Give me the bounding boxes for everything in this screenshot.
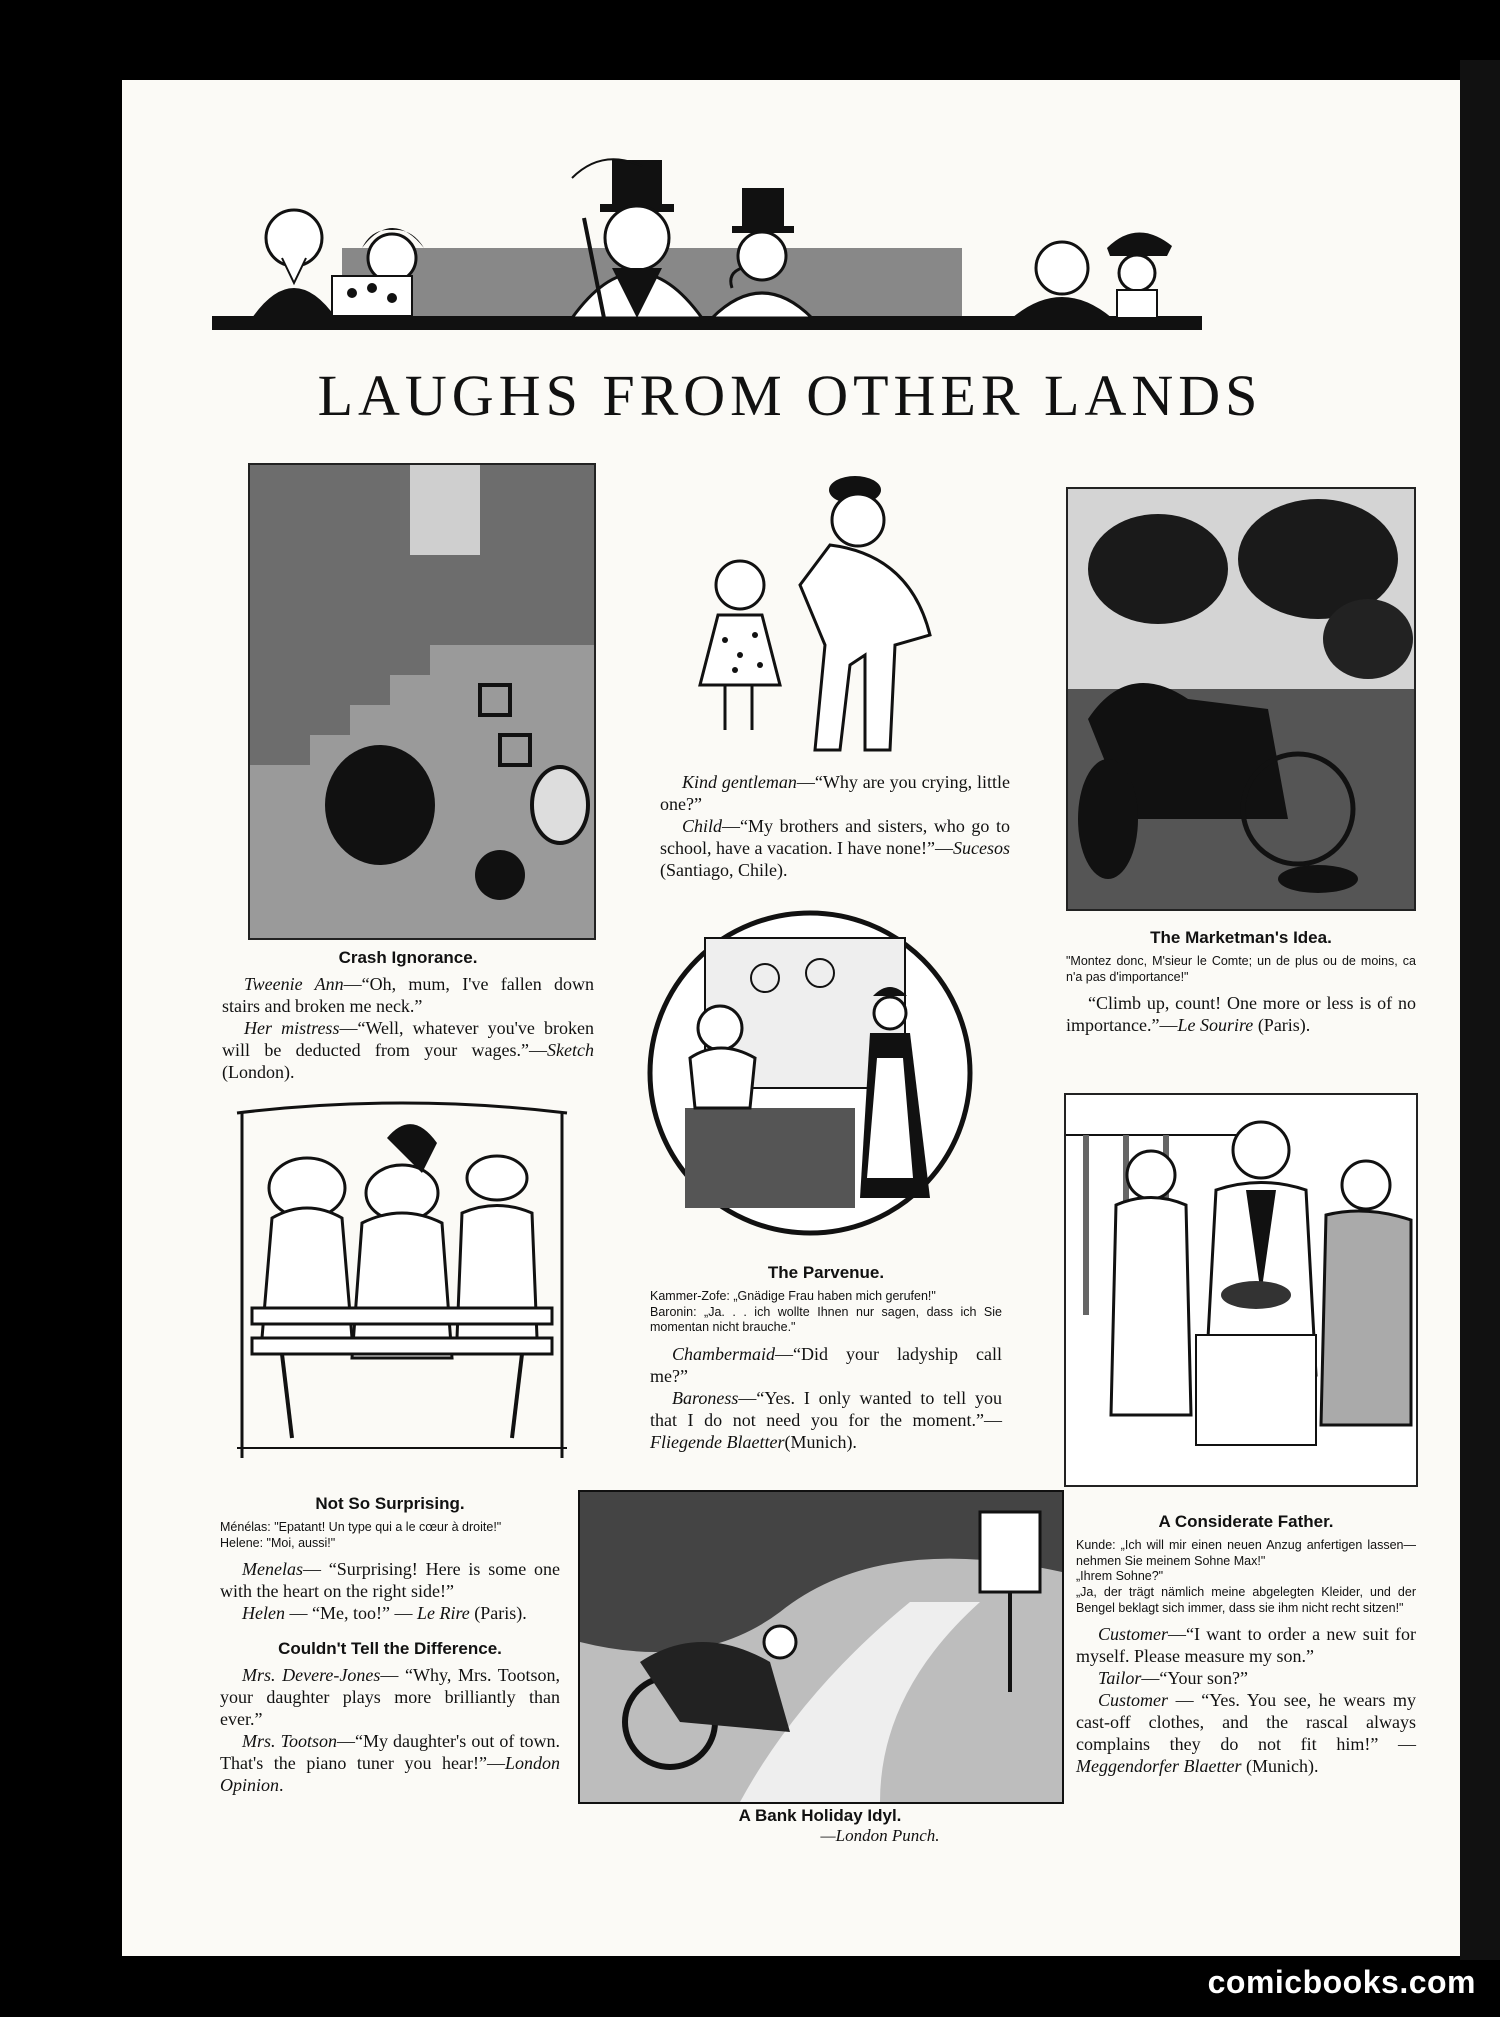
- line-text: —“Your son?”: [1141, 1668, 1249, 1689]
- site-watermark: comicbooks.com: [1207, 1964, 1476, 2000]
- caption-title: Crash Ignorance.: [338, 948, 478, 967]
- book-spine-shadow: [1460, 60, 1500, 1960]
- speaker: Kind gentleman: [682, 772, 797, 792]
- original-line: Ménélas: "Epatant! Un type qui a le cœur à droite!": [220, 1520, 502, 1534]
- original-line: Kunde: „Ich will mir einen neuen Anzug anfertigen lassen—nehmen Sie meinem Sohne Max!": [1076, 1538, 1416, 1568]
- crash-ignorance-text: [222, 948, 594, 1084]
- marketman-text: [1066, 928, 1416, 1037]
- speaker: Customer: [1098, 1624, 1169, 1645]
- kind-gentleman-text: [660, 772, 1010, 882]
- crash-ignorance-illustration: [248, 463, 596, 940]
- speaker: Mrs. Devere-Jones: [242, 1665, 381, 1686]
- dialogue: [650, 1344, 1002, 1454]
- source: Le Sourire: [1177, 1015, 1254, 1036]
- dialogue-line: [650, 1344, 1002, 1388]
- place: (London).: [222, 1061, 295, 1082]
- source: Meggendorfer Blaetter: [1076, 1755, 1242, 1776]
- original-text: [220, 1520, 560, 1551]
- caption-title: The Parvenue.: [767, 1263, 885, 1282]
- line-text: — “Yes. You see, he wears my cast-off clothes, and the rascal always complains they do not fit him!” —: [1076, 1689, 1416, 1754]
- speaker: Chambermaid: [672, 1343, 775, 1364]
- dialogue-line: [1076, 1668, 1416, 1690]
- place: (Santiago, Chile).: [660, 859, 788, 880]
- line-text: — “Me, too!” —: [284, 1603, 417, 1624]
- speaker: Tailor: [1098, 1668, 1142, 1689]
- source: Fliegende Blaetter: [650, 1431, 785, 1452]
- dialogue-line: [220, 1603, 560, 1625]
- kind-gentleman-illustration: [680, 465, 990, 765]
- dialogue-line: [650, 1388, 1002, 1454]
- original-line: „Ihrem Sohne?": [1076, 1569, 1164, 1584]
- speaker: Customer: [1098, 1689, 1169, 1710]
- dialogue: [1066, 993, 1416, 1037]
- line-text: —“Did your ladyship call me?”: [650, 1343, 1002, 1386]
- line-text: —“Well, whatever you've broken will be deducted from your wages.”—: [222, 1017, 594, 1060]
- line-text: —“My brothers and sisters, who go to school, have a vacation. I have none!”—: [660, 815, 1010, 858]
- speaker: Mrs. Tootson: [242, 1730, 337, 1751]
- original-text: [1076, 1538, 1416, 1616]
- speaker: Helen: [242, 1603, 285, 1624]
- dialogue-line: [220, 1731, 560, 1797]
- dialogue: [220, 1665, 560, 1797]
- caption-title: The Marketman's Idea.: [1150, 928, 1332, 947]
- dialogue-line: [1076, 1624, 1416, 1668]
- bank-holiday-text: [600, 1806, 1040, 1846]
- caption-title: Couldn't Tell the Difference.: [278, 1639, 502, 1659]
- dialogue-line: [222, 974, 594, 1018]
- bank-holiday-illustration: [578, 1490, 1064, 1804]
- caption-credit: —London Punch.: [820, 1826, 940, 1845]
- speaker: Her mistress: [244, 1017, 340, 1038]
- place: (Munich).: [784, 1431, 857, 1452]
- speaker: Child: [682, 815, 723, 836]
- parvenue-illustration: [645, 908, 975, 1238]
- considerate-father-text: [1076, 1512, 1416, 1778]
- not-so-surprising-text: [220, 1494, 560, 1797]
- speaker: Tweenie Ann: [244, 974, 344, 994]
- source: Sketch: [547, 1039, 594, 1060]
- line-text: — “Why, Mrs. Tootson, your daughter plays more brilliantly than ever.”: [220, 1665, 561, 1730]
- line-text: —“My daughter's out of town. That's the piano tuner you hear!”—: [220, 1730, 560, 1773]
- line-text: —“Yes. I only wanted to tell you that I do not need you for the moment.”—: [650, 1387, 1002, 1430]
- original-text: [650, 1289, 1002, 1336]
- original-line: Kammer-Zofe: „Gnädige Frau haben mich gerufen!": [650, 1289, 936, 1303]
- original-line: Helene: "Moi, aussi!": [220, 1535, 336, 1550]
- considerate-father-illustration: [1064, 1093, 1418, 1487]
- line-text: — “Surprising! Here is some one with the heart on the right side!”: [220, 1559, 560, 1602]
- dialogue: [220, 1559, 560, 1625]
- line-text: —“I want to order a new suit for myself. Please measure my son.”: [1076, 1624, 1416, 1667]
- original-line: „Ja, der trägt nämlich meine abgelegten Kleider, und der Bengel beklagt sich immer, dass sie ihm nicht recht sitzen!": [1076, 1584, 1416, 1615]
- place: (Munich).: [1241, 1755, 1319, 1776]
- speaker: Menelas: [242, 1559, 303, 1580]
- line-text: —“Oh, mum, I've fallen down stairs and broken me neck.”: [222, 974, 594, 1016]
- source: Sucesos: [953, 837, 1010, 858]
- dialogue-line: [222, 1018, 594, 1084]
- line-text: —“Why are you crying, little one?”: [660, 772, 1010, 814]
- dialogue-line: [660, 816, 1010, 882]
- parvenue-text: [650, 1263, 1002, 1454]
- header-banner-illustration: [212, 108, 1202, 336]
- dialogue: [660, 772, 1010, 882]
- dialogue-line: [220, 1559, 560, 1603]
- place: .: [279, 1774, 284, 1795]
- dialogue-line: [660, 772, 1010, 816]
- original-text: [1066, 954, 1416, 985]
- marketman-illustration: [1066, 487, 1416, 911]
- caption-title: A Bank Holiday Idyl.: [738, 1806, 902, 1825]
- dialogue-line: [1066, 993, 1416, 1037]
- speaker: Baroness: [672, 1387, 739, 1408]
- source: Le Rire: [416, 1603, 470, 1624]
- original-line: "Montez donc, M'sieur le Comte; un de plus ou de moins, ca n'a pas d'importance!": [1066, 954, 1416, 984]
- caption-title: A Considerate Father.: [1158, 1512, 1334, 1531]
- place: (Paris).: [1253, 1015, 1311, 1036]
- page-title: LAUGHS FROM OTHER LANDS: [317, 363, 1263, 428]
- original-line: Baronin: „Ja. . . ich wollte Ihnen nur sagen, dass ich Sie momentan nicht brauche.": [650, 1304, 1002, 1335]
- dialogue: [1076, 1624, 1416, 1778]
- dialogue-line: [1076, 1690, 1416, 1778]
- source: London Opinion: [220, 1752, 560, 1795]
- caption-title: Not So Surprising.: [315, 1494, 465, 1513]
- dialogue-line: [220, 1665, 560, 1731]
- place: (Paris).: [469, 1603, 527, 1624]
- line-text: “Climb up, count! One more or less is of no importance.”—: [1066, 993, 1416, 1036]
- bench-illustration: [232, 1098, 572, 1473]
- dialogue: [222, 974, 594, 1084]
